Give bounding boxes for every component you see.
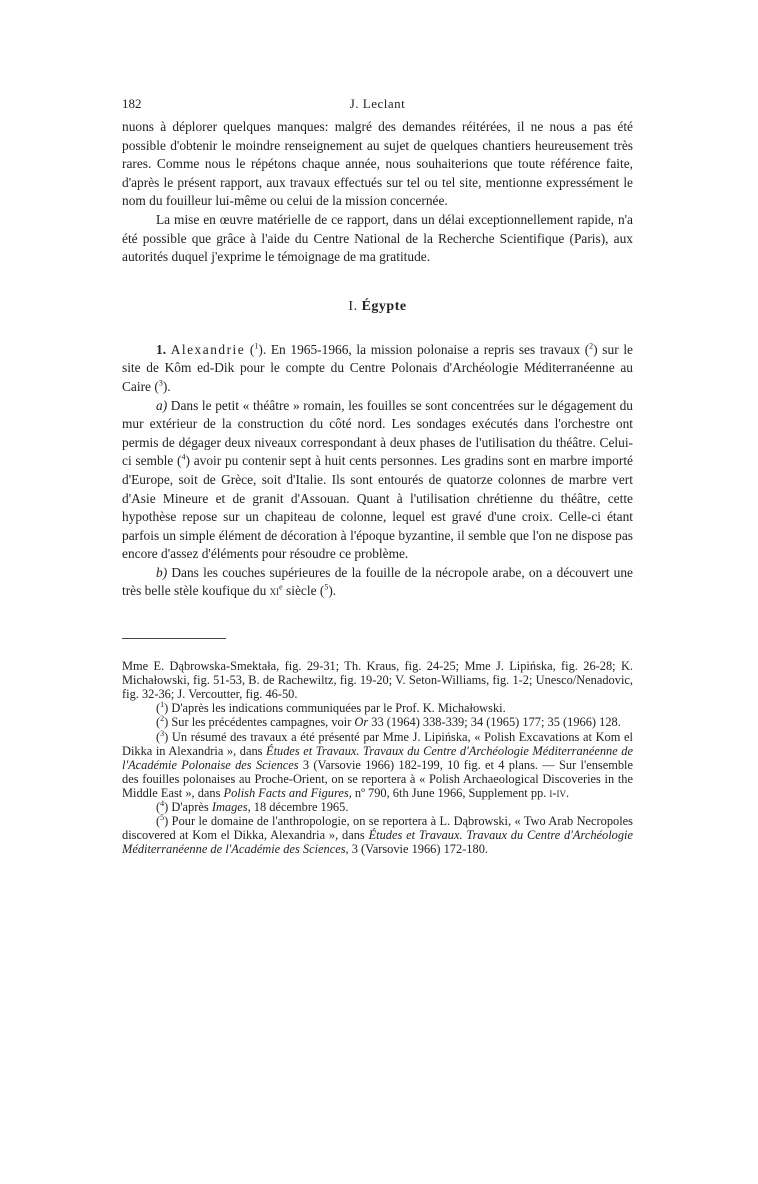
footnote-divider	[122, 638, 226, 639]
item-label-b: b)	[156, 564, 168, 580]
intro-paragraph-2: La mise en œuvre matérielle de ce rapport, dans un délai exceptionnellement rapide, n'a été possible que grâce à l'aide du Centre National de la Recherche Scientifique (Paris), aux autorités duquel j'exprime le témoignage de ma gratitude.	[122, 211, 633, 265]
footnote-ref-3[interactable]: 3	[158, 378, 163, 388]
paragraph-b: b) Dans les couches supérieures de la fouille de la nécropole arabe, on a découvert une très belle stèle koufique du $xi^e$ siècle ($^5$).	[122, 564, 633, 599]
page	[122, 96, 633, 856]
century-numeral: xi	[269, 583, 280, 599]
intro-paragraph-1: nuons à déplorer quelques manques: malgré des demandes réitérées, il ne nous a pas été possible d'obtenir le moindre renseignement au sujet de quelques chantiers heureusement très rares. Comme nous le répétons chaque année, nous souhaiterions que toute référence faite, d'après le présent rapport, aux travaux effectués sur tel ou tel site, mentionne expressément le nom du fouilleur lui-même ou celui de la mission concernée.	[122, 119, 633, 209]
footnotes	[122, 659, 633, 856]
section-number: I.	[348, 298, 358, 314]
site-name: Alexandrie	[170, 341, 246, 357]
page-number: 182	[122, 96, 142, 111]
footnote-3: ($^3$) Un résumé des travaux a été présenté par Mme J. Lipińska, « Polish Excavations at Kom el Dikka in Alexandria », dans Études et Travaux. Travaux du Centre d'Archéologie Méditerranéenne de l'Académie Polonaise des Sciences 3 (Varsovie 1966) 182-199, 10 fig. et 4 plans. — Sur l'ensemble des fouilles polonaises au Proche-Orient, on se reportera à « Polish Archaeological Discoveries in the Middle East », dans Polish Facts and Figures, nº 790, 6th June 1966, Supplement pp. i-iv.	[122, 728, 633, 800]
footnote-continuation: Mme E. Dąbrowska-Smektała, fig. 29-31; Th. Kraus, fig. 24-25; Mme J. Lipińska, fig. 26-28; K. Michałowski, fig. 51-53, B. de Rachewiltz, fig. 19-20; V. Seton-Williams, fig. 1-2; Unesco/Nenadovic, fig. 32-36; J. Vercoutter, fig. 46-50.	[122, 659, 633, 702]
footnote-ref-4[interactable]: 4	[181, 452, 186, 462]
section-heading	[122, 299, 633, 315]
site-number: 1.	[156, 341, 167, 357]
section-title: Égypte	[361, 298, 407, 314]
footnote-5: ($^5$) Pour le domaine de l'anthropologie, on se reportera à L. Dąbrowski, « Two Arab Necropoles discovered at Kom el Dikka, Alexandria », dans Études et Travaux. Travaux du Centre d'Archéologie Méditerranéenne de l'Académie des Sciences, 3 (Varsovie 1966) 172-180.	[122, 812, 633, 857]
paragraph-a: a) Dans le petit « théâtre » romain, les fouilles se sont concentrées sur le dégagement du mur extérieur de la construction du côté nord. Les sondages exécutés dans l'orchestre ont permis de dégager deux niveaux correspondant à deux phases de l'utilisation du théâtre. Celui-ci semble ($^4$) avoir pu contenir sept à huit cents personnes. Les gradins sont en marbre importé d'Europe, soit de Grèce, soit d'Italie. Ils sont entourés de quatorze colonnes de marbre vert d'Asie Mineure et de granit d'Assouan. Quant à l'utilisation chrétienne du théâtre, cette hypothèse repose sur un chapiteau de colonne, lequel est gravé d'une croix. Celle-ci étant parfois un simple élément de décoration à l'époque byzantine, il semble que l'on ne dispose pas encore d'assez d'éléments pour résoudre ce problème.	[122, 397, 634, 562]
footnote-ref-1[interactable]: 1	[254, 341, 259, 351]
running-header	[122, 96, 633, 118]
footnote-2: ($^2$) Sur les précédentes campagnes, voir Or 33 (1964) 338-339; 34 (1965) 177; 35 (1966) 128.	[156, 714, 621, 730]
footnote-ref-2[interactable]: 2	[589, 341, 594, 351]
item-label-a: a)	[156, 397, 168, 413]
running-author: J. Leclant	[349, 96, 406, 111]
footnote-ref-5[interactable]: 5	[324, 583, 329, 592]
footnote-1: ($^1$) D'après les indications communiquées par le Prof. K. Michałowski.	[156, 700, 506, 716]
alexandrie-paragraph: 1. Alexandrie ($^1$). En 1965-1966, la mission polonaise a repris ses travaux ($^2$) sur le site de Kôm ed-Dik pour le compte du Centre Polonais d'Archéologie Méditerranéenne au Caire ($^3$).	[122, 341, 633, 394]
intro-text	[122, 118, 633, 267]
alexandrie-section	[122, 341, 633, 601]
footnote-4: ($^4$) D'après Images, 18 décembre 1965.	[156, 798, 349, 814]
